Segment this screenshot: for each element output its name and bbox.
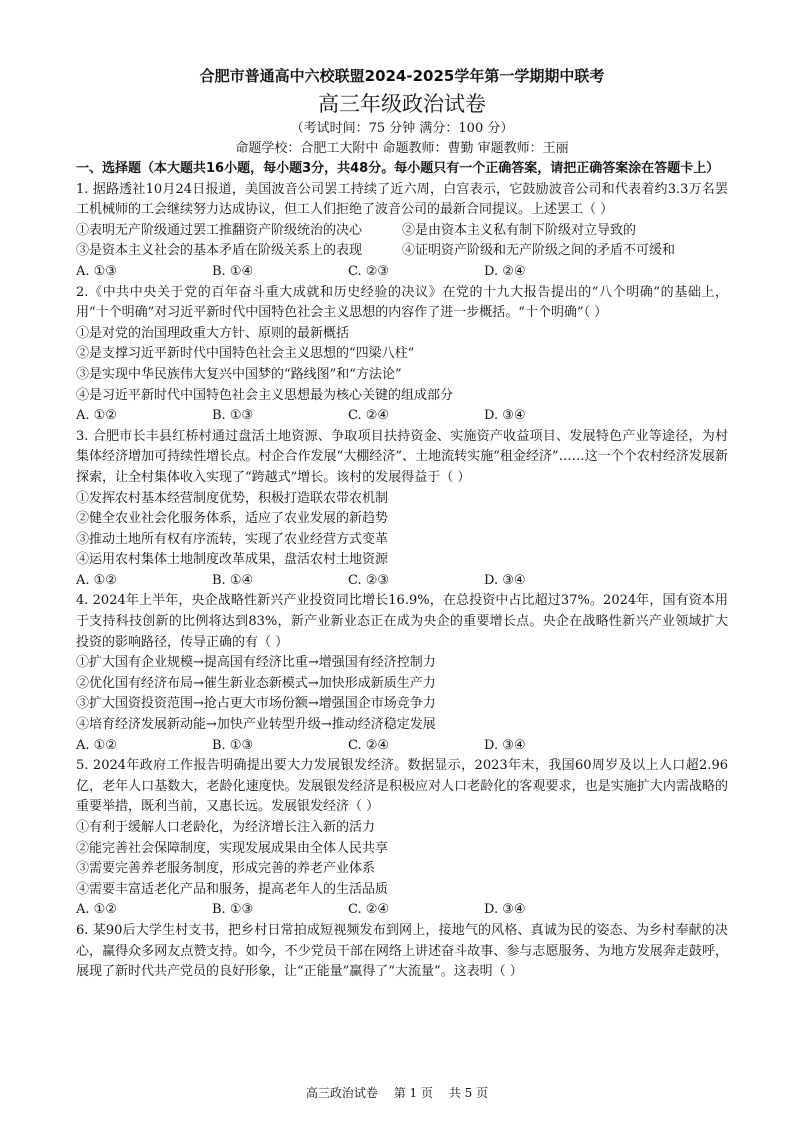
option: ①发挥农村基本经营制度优势，积极打造联农带农机制 <box>76 490 389 506</box>
option: ②是由资本主义私有制下阶级对立导致的 <box>402 222 637 238</box>
footer-page-number: 第 1 页 <box>393 1086 433 1100</box>
answer-choices <box>76 900 728 921</box>
choice-a: A. ①② <box>76 572 117 588</box>
option: ③推动土地所有权有序流转，实现了农业经营方式变革 <box>76 531 389 547</box>
answer-choices <box>76 736 728 757</box>
choice-c: C. ②④ <box>348 902 390 918</box>
choice-b: B. ①③ <box>212 737 254 753</box>
option: ③是资本主义社会的基本矛盾在阶级关系上的表现 <box>76 243 363 259</box>
option: ①扩大国有企业规模→提高国有经济比重→增强国有经济控制力 <box>76 655 436 671</box>
choice-a: A. ①③ <box>76 263 117 279</box>
choice-c: C. ②③ <box>348 263 390 279</box>
option: ③需要完善养老服务制度，形成完善的养老产业体系 <box>76 861 376 877</box>
option: ①是对党的治国理政重大方针、原则的最新概括 <box>76 325 350 341</box>
question-stem: 2.《中共中央关于党的百年奋斗重大成就和历史经验的决议》在党的十九大报告提出的“八个明确”的基础上，用“十个明确”对习近平新时代中国特色社会主义思想的内容作了进一步概括。“十个明确”（ ） <box>76 284 728 321</box>
option: ②健全农业社会化服务体系，适应了农业发展的新趋势 <box>76 511 389 527</box>
exam-authors: 命题学校：合肥工大附中 命题教师：曹勤 审题教师：王丽 <box>235 141 569 156</box>
choice-b: B. ①③ <box>212 408 254 424</box>
question-stem: 1. 据路透社10月24日报道，美国波音公司罢工持续了近六周，白宫表示，它鼓励波音公司和代表着约3.3万名罢工机械师的工会继续努力达成协议，但工人们拒绝了波音公司的最新合同提议。上述罢工（ ） <box>76 181 728 218</box>
question-4 <box>76 591 728 756</box>
option: ①表明无产阶级通过罢工推翻资产阶级统治的决心 <box>76 222 363 238</box>
option: ②能完善社会保障制度，实现发展成果由全体人民共享 <box>76 840 389 856</box>
question-1 <box>76 180 728 283</box>
question-stem: 5. 2024年政府工作报告明确提出要大力发展银发经济。数据显示，2023年末，我国60周岁及以上人口超2.96亿，老年人口基数大，老龄化速度快。发展银发经济是积极应对人口老龄化的客观要求，也是实施扩大内需战略的重要举措，既利当前，又惠长远。发展银发经济（ ） <box>76 758 728 815</box>
choice-a: A. ①② <box>76 902 117 918</box>
option: ④运用农村集体土地制度改革成果，盘活农村土地资源 <box>76 552 389 568</box>
option: ②优化国有经济布局→催生新业态新模式→加快形成新质生产力 <box>76 675 436 691</box>
footer-paper-name: 高三政治试卷 <box>305 1086 378 1100</box>
page-content <box>76 66 728 983</box>
choice-b: B. ①④ <box>212 572 254 588</box>
option: ①有利于缓解人口老龄化，为经济增长注入新的活力 <box>76 820 376 835</box>
option: ③是实现中华民族伟大复兴中国梦的“路线图”和“方法论” <box>76 366 402 382</box>
choice-b: B. ①④ <box>212 263 254 279</box>
section-heading: 一、选择题（本大题共16小题，每小题3分，共48分。每小题只有一个正确答案，请把正确答案涂在答题卡上） <box>76 161 720 176</box>
choice-d: D. ③④ <box>484 902 526 918</box>
question-2 <box>76 283 728 427</box>
choice-a: A. ①② <box>76 737 117 753</box>
choice-c: C. ②④ <box>348 737 390 753</box>
question-stem: 3. 合肥市长丰县红桥村通过盘活土地资源、争取项目扶持资金、实施资产收益项目、发展特色产业等途径，为村集体经济增加可持续性增长点。村企合作发展“大棚经济”、土地流转实施“租金经济”……这一个个农村经济发展新探索，让全村集体收入实现了“跨越式”增长。该村的发展得益于（ ） <box>76 428 728 485</box>
answer-choices <box>76 262 728 283</box>
page-footer <box>0 1085 794 1101</box>
question-stem: 4. 2024年上半年，央企战略性新兴产业投资同比增长16.9%，在总投资中占比超过37%。2024年，国有资本用于支持科技创新的比例将达到83%，新产业新业态正在成为央企的重要增长点。央企在战略性新兴产业领域扩大投资的影响路径，传导正确的有（ ） <box>76 593 728 650</box>
choice-a: A. ①② <box>76 408 117 424</box>
option: ③扩大国资投资范围→抢占更大市场份额→增强国企市场竞争力 <box>76 696 436 712</box>
option: ④证明资产阶级和无产阶级之间的矛盾不可缓和 <box>402 243 676 259</box>
choice-c: C. ②④ <box>348 408 390 424</box>
option: ④培育经济发展新动能→加快产业转型升级→推动经济稳定发展 <box>76 717 436 733</box>
choice-d: D. ③④ <box>484 572 526 588</box>
exam-info: （考试时间：75 分钟 满分：100 分） <box>290 121 514 136</box>
footer-total-pages: 共 5 页 <box>448 1086 489 1100</box>
option: ④需要丰富适老化产品和服务，提高老年人的生活品质 <box>76 881 389 897</box>
choice-d: D. ③④ <box>484 408 526 424</box>
option: ②是支撑习近平新时代中国特色社会主义思想的“四梁八柱” <box>76 346 415 362</box>
choice-d: D. ③④ <box>484 737 526 753</box>
question-5 <box>76 756 728 921</box>
exam-subtitle: 高三年级政治试卷 <box>318 92 486 116</box>
question-3 <box>76 427 728 592</box>
question-6 <box>76 921 728 983</box>
choice-d: D. ②④ <box>484 263 526 279</box>
option: ④是习近平新时代中国特色社会主义思想最为核心关键的组成部分 <box>76 387 454 403</box>
choice-b: B. ①③ <box>212 902 254 918</box>
answer-choices <box>76 571 728 592</box>
question-stem: 6. 某90后大学生村支书，把乡村日常拍成短视频发布到网上，接地气的风格、真诚为民的姿态、为乡村奉献的决心，赢得众多网友点赞支持。如今，不少党员干部在网络上讲述奋斗故事、参与志愿服务、为地方发展奔走鼓呼，展现了新时代共产党员的良好形象，让“正能量”赢得了“大流量”。这表明（ ） <box>76 922 728 980</box>
choice-c: C. ②③ <box>348 572 390 588</box>
answer-choices <box>76 406 728 427</box>
exam-title: 合肥市普通高中六校联盟2024-2025学年第一学期期中联考 <box>199 67 605 85</box>
